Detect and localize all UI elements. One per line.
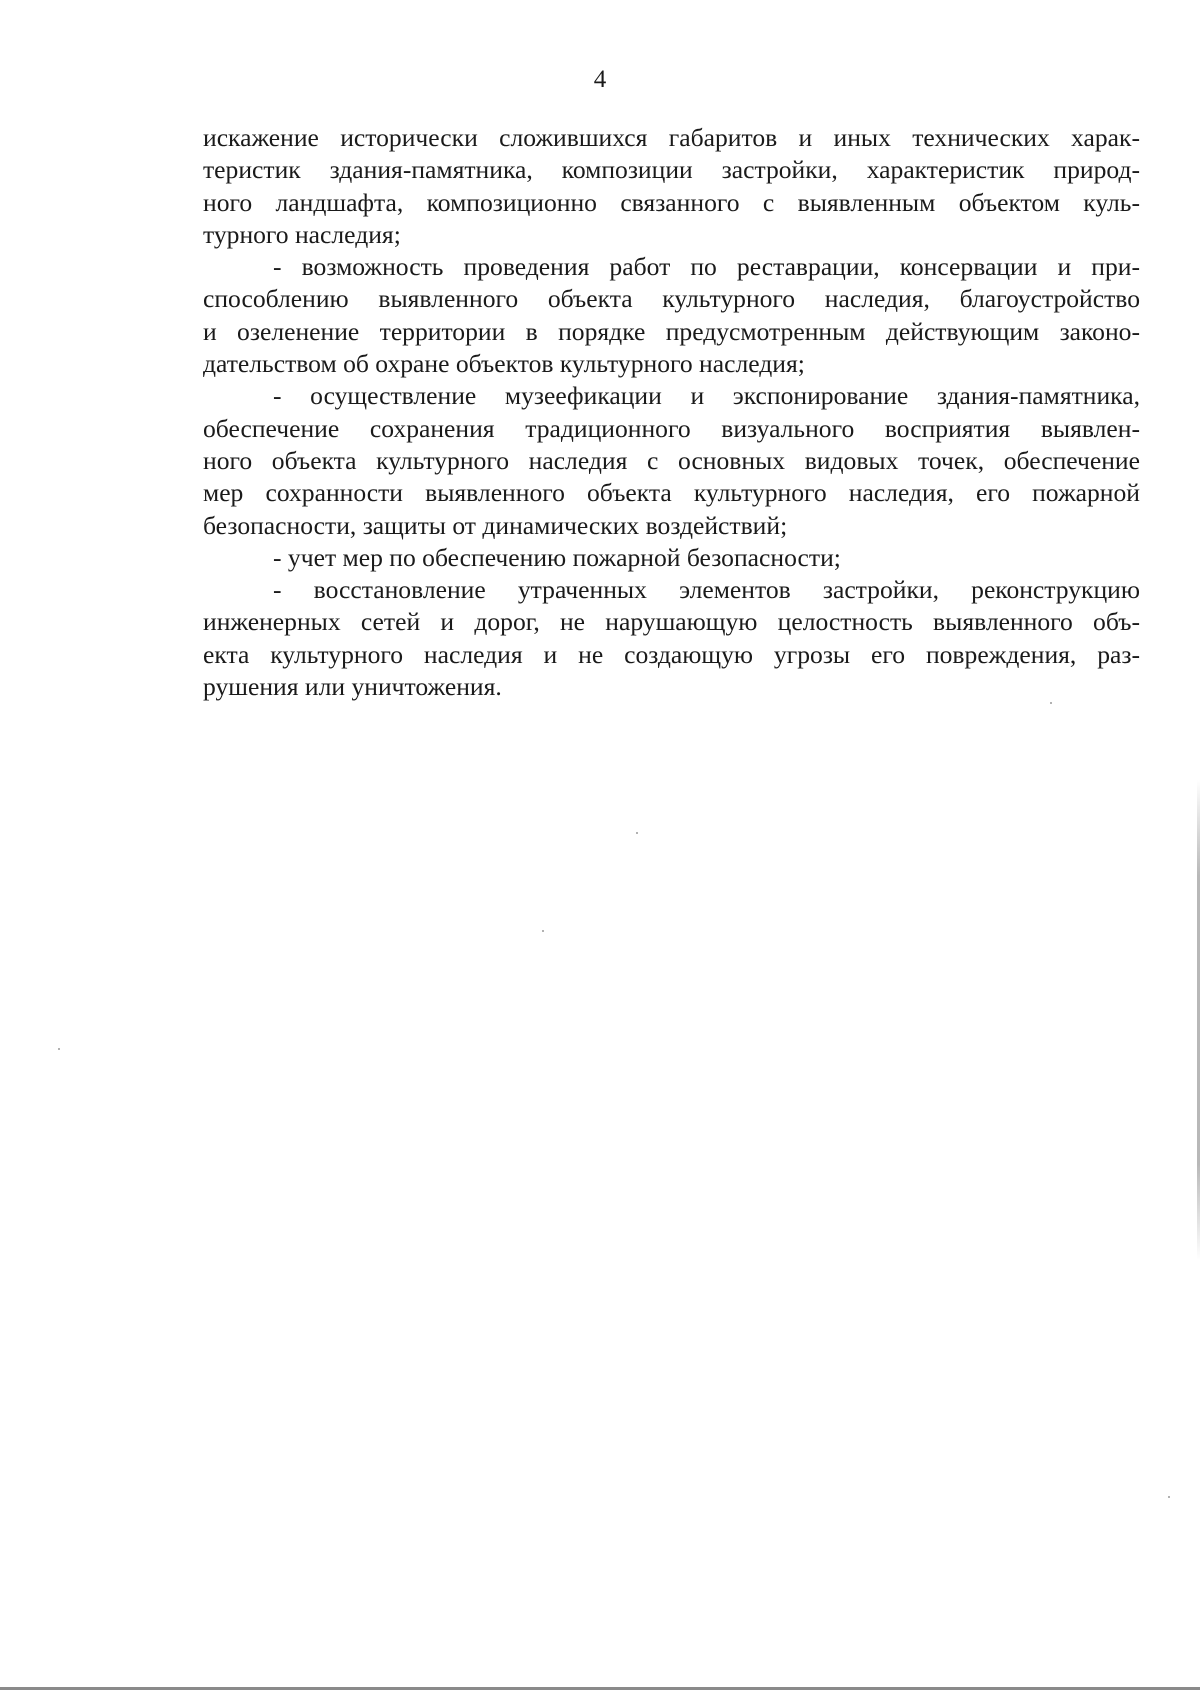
- text-line: мер сохранности выявленного объекта культурного наследия, его пожарной: [203, 478, 1140, 508]
- text-line: способлению выявленного объекта культурного наследия, благоустройство: [203, 284, 1140, 314]
- text-line: ного ландшафта, композиционно связанного с выявленным объектом куль-: [203, 187, 1140, 217]
- text-line: обеспечение сохранения традиционного визуального восприятия выявлен-: [203, 413, 1140, 443]
- text-line: и озеленение территории в порядке предусмотренным действующим законо-: [203, 316, 1140, 346]
- text-line: - учет мер по обеспечению пожарной безопасности;: [273, 542, 841, 572]
- text-line: - возможность проведения работ по реставрации, консервации и при-: [273, 252, 1140, 282]
- text-line: екта культурного наследия и не создающую угрозы его повреждения, раз-: [203, 639, 1140, 669]
- text-line: рушения или уничтожения.: [203, 672, 502, 702]
- scan-speck: [1050, 702, 1052, 704]
- scan-speck: [58, 1048, 60, 1050]
- text-line: дательством об охране объектов культурного наследия;: [203, 349, 805, 379]
- page-number: 4: [593, 66, 607, 93]
- text-line: - восстановление утраченных элементов застройки, реконструкцию: [273, 575, 1140, 605]
- text-line: инженерных сетей и дорог, не нарушающую целостность выявленного объ-: [203, 607, 1140, 637]
- text-line: турного наследия;: [203, 219, 401, 249]
- text-line: ного объекта культурного наследия с основных видовых точек, обеспечение: [203, 445, 1140, 475]
- text-line: безопасности, защиты от динамических воздействий;: [203, 510, 788, 540]
- text-line: искажение исторически сложившихся габаритов и иных технических харак-: [203, 123, 1140, 152]
- scan-speck: [1168, 1496, 1170, 1498]
- document-body: [203, 122, 1140, 703]
- scan-speck: [542, 930, 544, 932]
- text-line: теристик здания-памятника, композиции застройки, характеристик природ-: [203, 155, 1140, 185]
- text-line: - осуществление музеефикации и экспонирование здания-памятника,: [273, 381, 1140, 411]
- scan-edge-bottom: [0, 1687, 1200, 1690]
- scan-speck: [636, 832, 638, 834]
